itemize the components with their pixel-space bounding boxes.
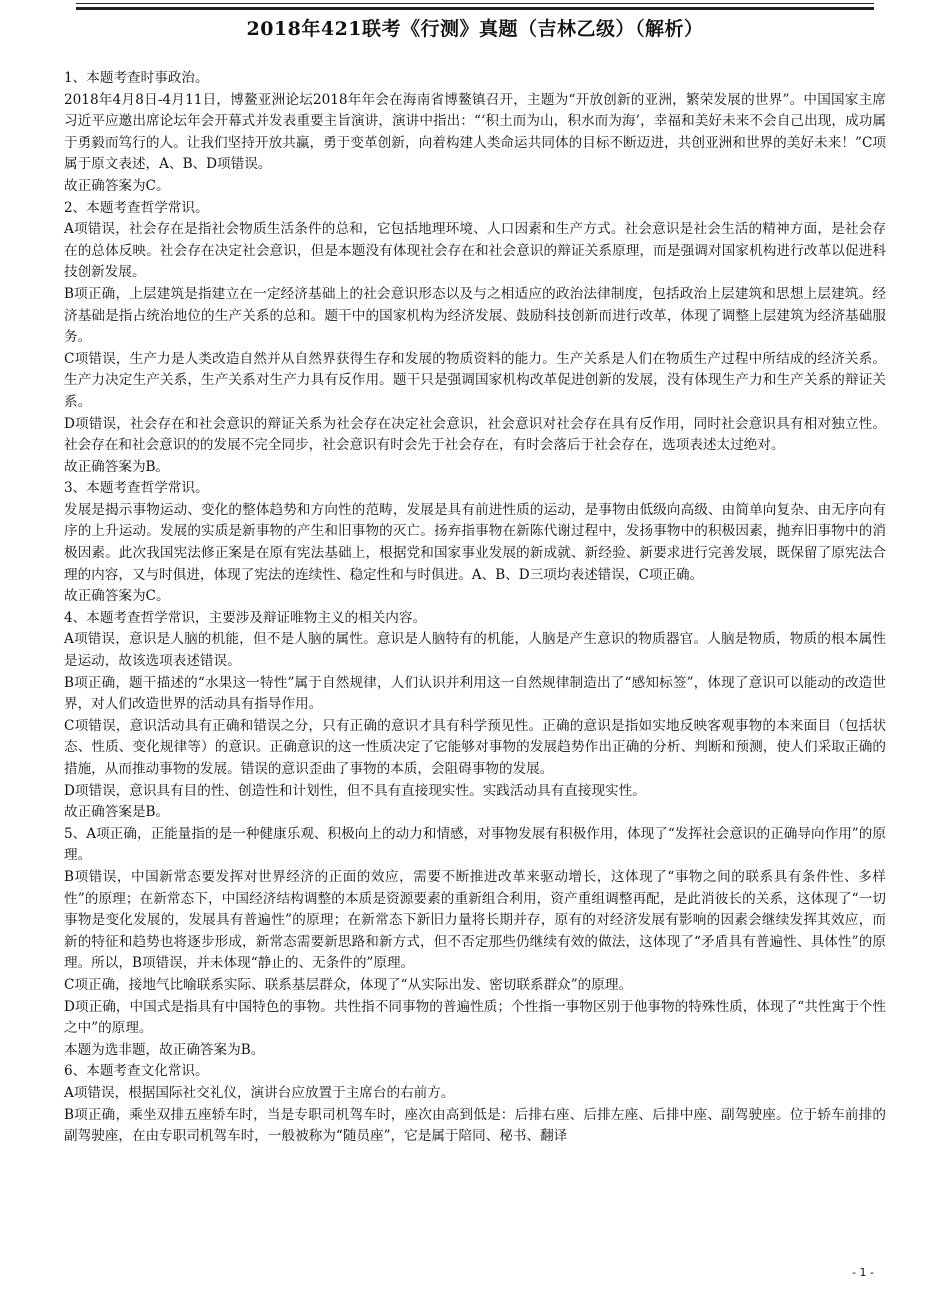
paragraph: 5、A项正确，正能量指的是一种健康乐观、积极向上的动力和情感，对事物发展有积极作用，体现了“发挥社会意识的正确导向作用”的原理。 <box>64 825 886 864</box>
paragraph: 故正确答案为B。 <box>64 458 170 475</box>
paragraph: 4、本题考查哲学常识，主要涉及辩证唯物主义的相关内容。 <box>64 609 427 626</box>
paragraph: 6、本题考查文化常识。 <box>64 1063 209 1080</box>
paragraph: D项错误，社会存在和社会意识的辩证关系为社会存在决定社会意识，社会意识对社会存在具有反作用，同时社会意识具有相对独立性。社会存在和社会意识的的发展不完全同步，社会意识有时会先于社会存在，有时会落后于社会存在，选项表述太过绝对。 <box>64 415 886 454</box>
paragraph: 3、本题考查哲学常识。 <box>64 480 209 497</box>
paragraph: B项正确，乘坐双排五座轿车时，当是专职司机驾车时，座次由高到低是：后排右座、后排左座、后排中座、副驾驶座。位于轿车前排的副驾驶座，在由专职司机驾车时，一般被称为“随员座”，它是属于陪同、秘书、翻译 <box>64 1106 886 1145</box>
paragraph: B项正确，题干描述的“水果这一特性”属于自然规律，人们认识并利用这一自然规律制造出了“感知标签”，体现了意识可以能动的改造世界，对人们改造世界的活动具有指导作用。 <box>64 674 886 713</box>
page-title: 2018年421联考《行测》真题（吉林乙级）（解析） <box>246 18 704 40</box>
paragraph: A项错误，根据国际社交礼仪，演讲台应放置于主席台的右前方。 <box>64 1084 455 1101</box>
paragraph: C项错误，意识活动具有正确和错误之分，只有正确的意识才具有科学预见性。正确的意识是指如实地反映客观事物的本来面目（包括状态、性质、变化规律等）的意识。正确意识的这一性质决定了它能够对事物的发展趋势作出正确的分析、判断和预测，使人们采取正确的措施，从而推动事物的发展。错误的意识歪曲了事物的本质，会阻碍事物的发展。 <box>64 717 886 777</box>
paragraph: C项错误，生产力是人类改造自然并从自然界获得生存和发展的物质资料的能力。生产关系是人们在物质生产过程中所结成的经济关系。生产力决定生产关系，生产关系对生产力具有反作用。题干只是强调国家机构改革促进创新的发展，没有体现生产力和生产关系的辩证关系。 <box>64 350 886 410</box>
paragraph: B项错误，中国新常态要发挥对世界经济的正面的效应，需要不断推进改革来驱动增长，这体现了“事物之间的联系具有条件性、多样性”的原理；在新常态下，中国经济结构调整的本质是资源要素的重新组合利用，资产重组调整再配，是此消彼长的关系，这体现了“一切事物是变化发展的，发展具有普遍性”的原理；在新常态下新旧力量将长期并存，原有的对经济发展有影响的因素会继续发挥其效应，而新的特征和趋势也将逐步形成，新常态需要新思路和新方式，但不否定那些仍继续有效的做法，这体现了“矛盾具有普遍性、具体性”的原理。所以，B项错误，并未体现“静止的、无条件的”原理。 <box>64 868 886 972</box>
paragraph: 2018年4月8日-4月11日，博鳌亚洲论坛2018年年会在海南省博鳌镇召开，主题为“开放创新的亚洲，繁荣发展的世界”。中国国家主席习近平应邀出席论坛年会开幕式并发表重要主旨演讲，演讲中指出：“‘积土而为山，积水而为海’，幸福和美好未来不会自己出现，成功属于勇毅而笃行的人。让我们坚持开放共赢，勇于变革创新，向着构建人类命运共同体的目标不断迈进，共创亚洲和世界的美好未来！”C项属于原文表述，A、B、D项错误。 <box>64 91 886 173</box>
paragraph: B项正确，上层建筑是指建立在一定经济基础上的社会意识形态以及与之相适应的政治法律制度，包括政治上层建筑和思想上层建筑。经济基础是指占统治地位的生产关系的总和。题干中的国家机构为经济发展、鼓励科技创新而进行改革，体现了调整上层建筑为经济基础服务。 <box>64 285 886 346</box>
paragraph: 2、本题考查哲学常识。 <box>64 199 209 216</box>
page-number: - 1 - <box>852 1266 874 1279</box>
paragraph: 本题为选非题，故正确答案为B。 <box>64 1041 265 1058</box>
paragraph: D项错误，意识具有目的性、创造性和计划性，但不具有直接现实性。实践活动具有直接现实性。 <box>64 782 646 799</box>
paragraph: 故正确答案为C。 <box>64 177 170 194</box>
paragraph: C项正确，接地气比喻联系实际、联系基层群众，体现了“从实际出发、密切联系群众”的原理。 <box>64 976 633 993</box>
paragraph: 故正确答案为C。 <box>64 588 170 605</box>
paragraph: 发展是揭示事物运动、变化的整体趋势和方向性的范畴，发展是具有前进性质的运动，是事物由低级向高级、由简单向复杂、由无序向有序的上升运动。发展的实质是新事物的产生和旧事物的灭亡。扬弃指事物在新陈代谢过程中，发扬事物中的积极因素，抛弃旧事物中的消极因素。此次我国宪法修正案是在原有宪法基础上，根据党和国家事业发展的新成就、新经验、新要求进行完善发展，既保留了原宪法合理的内容，又与时俱进，体现了宪法的连续性、稳定性和与时俱进。A、B、D三项均表述错误，C项正确。 <box>64 501 886 583</box>
document-body <box>64 68 886 1148</box>
paragraph: A项错误，社会存在是指社会物质生活条件的总和，它包括地理环境、人口因素和生产方式。社会意识是社会生活的精神方面，是社会存在的总体反映。社会存在决定社会意识，但是本题没有体现社会存在和社会意识的辩证关系原理，而是强调对国家机构进行改革以促进科技创新发展。 <box>64 221 886 281</box>
header-rule-thick <box>76 7 874 10</box>
paragraph: 1、本题考查时事政治。 <box>64 70 209 86</box>
header-rule-thin <box>76 3 874 4</box>
paragraph: 故正确答案是B。 <box>64 804 170 821</box>
paragraph: A项错误，意识是人脑的机能，但不是人脑的属性。意识是人脑特有的机能，人脑是产生意识的物质器官。人脑是物质，物质的根本属性是运动，故该选项表述错误。 <box>64 631 886 670</box>
paragraph: D项正确，中国式是指具有中国特色的事物。共性指不同事物的普遍性质；个性指一事物区别于他事物的特殊性质，体现了“共性寓于个性之中”的原理。 <box>64 998 886 1037</box>
